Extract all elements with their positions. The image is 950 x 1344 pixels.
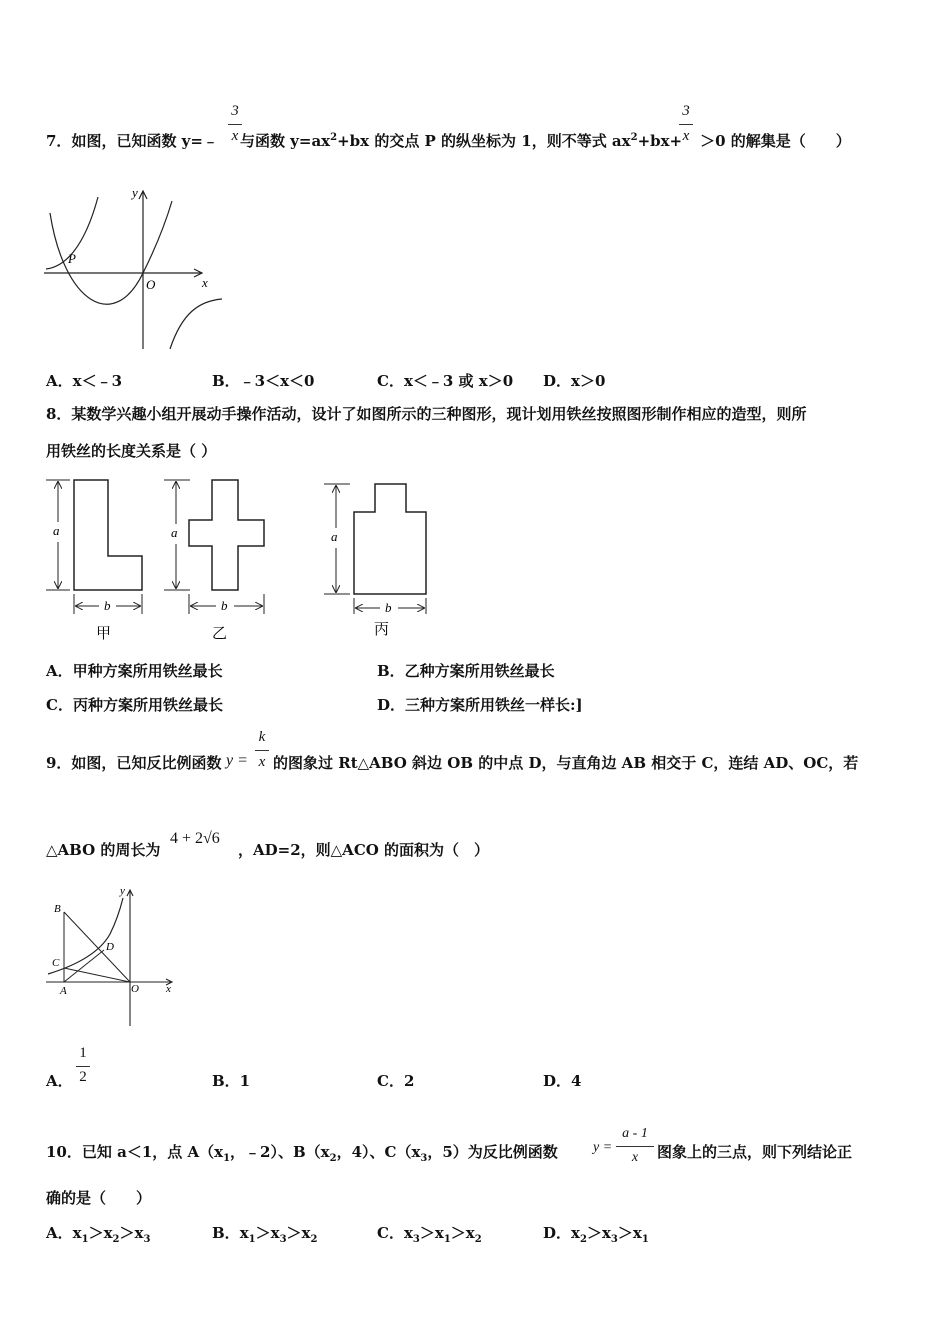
- q9-label-a: A: [60, 985, 67, 997]
- q9-label-o: O: [131, 983, 139, 995]
- q10-c-o1: ＞x: [419, 1224, 444, 1242]
- q9-option-d[interactable]: D．4: [543, 1072, 582, 1090]
- q10-option-d[interactable]: [543, 1222, 649, 1245]
- q7-option-a[interactable]: A．x＜﹣3: [46, 372, 123, 390]
- q10-func-num: a - 1: [622, 1126, 648, 1141]
- q7-text-4: +bx+: [637, 132, 683, 150]
- q10-d-s1: 2: [579, 1234, 587, 1245]
- q8-caption-yi: 乙: [212, 626, 228, 642]
- q7-fig-y: y: [132, 185, 138, 200]
- q9-stem-1: 9．如图，已知反比例函数: [46, 754, 222, 772]
- q7-option-b[interactable]: B．﹣3＜x＜0: [212, 372, 315, 390]
- q8-yi-a: a: [171, 525, 178, 540]
- q10-b-s2: 3: [279, 1234, 287, 1245]
- q9-option-a-bar: [76, 1066, 90, 1067]
- q10-func-den: x: [631, 1150, 639, 1165]
- q7-option-d[interactable]: D．x＞0: [543, 372, 606, 390]
- q8-option-b[interactable]: B．乙种方案所用铁丝最长: [377, 662, 555, 680]
- q9-option-a-den: 2: [79, 1069, 87, 1085]
- q10-c-s2: 1: [443, 1234, 451, 1245]
- q7-stem: [46, 128, 851, 151]
- q7-fig-o: O: [146, 277, 156, 292]
- q7-text-2: 与函数 y=ax: [239, 132, 331, 150]
- q9-label-y: y: [120, 885, 125, 897]
- q7-number: 7．: [46, 132, 72, 150]
- q10-text-3: ，4）、C（x: [336, 1143, 421, 1161]
- q8-yi-b: b: [221, 598, 228, 613]
- q10-b-o2: ＞x: [286, 1224, 311, 1242]
- q10-d-s2: 3: [610, 1234, 618, 1245]
- q9-func-bar: [255, 750, 269, 751]
- q10-a-s2: 2: [112, 1234, 120, 1245]
- q10-d-label: D．: [543, 1224, 572, 1242]
- q8-option-c[interactable]: C．丙种方案所用铁丝最长: [46, 696, 223, 714]
- q9-func-den: x: [258, 754, 266, 770]
- q10-a-s1: 1: [81, 1234, 89, 1245]
- q9-label-b: B: [54, 903, 61, 915]
- q10-a-o1: ＞x: [88, 1224, 113, 1242]
- q9-option-a-num: 1: [79, 1045, 87, 1061]
- q9-stem-4: ，AD=2，则△ACO 的面积为（ ）: [238, 841, 490, 859]
- q7-frac2-num: 3: [682, 103, 690, 119]
- q9-label-d: D: [106, 941, 114, 953]
- q10-c-t1: x: [403, 1224, 413, 1242]
- q7-fig-p: P: [68, 251, 76, 266]
- q10-func-lhs: y =: [593, 1140, 613, 1155]
- q8-bing-a: a: [331, 529, 338, 544]
- q10-option-b[interactable]: [212, 1222, 317, 1245]
- q9-func-num: k: [258, 729, 266, 745]
- q8-jia-a: a: [53, 523, 60, 538]
- q10-option-c[interactable]: [377, 1222, 482, 1245]
- q7-frac2-den: x: [682, 128, 690, 144]
- q8-shape-jia: [74, 480, 142, 590]
- q7-frac1-num: 3: [231, 103, 239, 119]
- q10-stem-3: 确的是（ ）: [46, 1189, 152, 1207]
- q10-c-s1: 3: [412, 1234, 420, 1245]
- q8-caption-bing: 丙: [374, 622, 390, 638]
- q10-text-4: ，5）为反比例函数: [427, 1143, 558, 1161]
- q10-sub-2: 2: [329, 1153, 337, 1164]
- q10-d-o2: ＞x: [617, 1224, 642, 1242]
- q7-text-1: 如图，已知函数 y=﹣: [71, 132, 218, 150]
- q7-frac1-bar: [228, 124, 242, 125]
- q10-b-s3: 2: [310, 1234, 318, 1245]
- q7-figure: [44, 183, 224, 353]
- q8-jia-b: b: [104, 598, 111, 613]
- q7-fig-x: x: [202, 275, 208, 290]
- q10-d-t1: x: [571, 1224, 580, 1242]
- q8-shape-yi: [189, 480, 264, 590]
- q10-option-a[interactable]: [46, 1222, 150, 1245]
- q9-perimeter: 4 + 2√6: [170, 830, 220, 847]
- q10-a-label: A．: [46, 1224, 73, 1242]
- q10-d-o1: ＞x: [586, 1224, 611, 1242]
- q10-d-s3: 1: [641, 1234, 649, 1245]
- q7-frac1-den: x: [231, 128, 239, 144]
- q8-bing-b: b: [385, 600, 392, 615]
- q7-hyperbola-right: [170, 299, 222, 349]
- q7-frac2-bar: [679, 124, 693, 125]
- q10-c-label: C．: [377, 1224, 404, 1242]
- q8-stem-line2: 用铁丝的长度关系是（ ）: [46, 442, 217, 460]
- q8-stem-line1: 8．某数学兴趣小组开展动手操作活动，设计了如图所示的三种图形，现计划用铁丝按照图形制作相应的造型，则所: [46, 405, 807, 423]
- q8-option-d[interactable]: D．三种方案所用铁丝一样长:]: [377, 696, 583, 714]
- q7-text-5: ＞0 的解集是（ ）: [700, 132, 851, 150]
- q8-option-a[interactable]: A．甲种方案所用铁丝最长: [46, 662, 223, 680]
- q10-stem-1: [46, 1142, 558, 1169]
- q10-b-t1: x: [239, 1224, 249, 1242]
- q10-b-s1: 1: [248, 1234, 256, 1245]
- q9-stem-3: △ABO 的周长为: [46, 841, 161, 859]
- q10-sub-1: 1: [223, 1153, 231, 1164]
- q9-func-lhs: y =: [226, 752, 248, 769]
- q7-text-3: +bx 的交点 P 的纵坐标为 1，则不等式 ax: [337, 132, 631, 150]
- q9-option-b[interactable]: B．1: [212, 1072, 251, 1090]
- q8-caption-jia: 甲: [96, 626, 112, 642]
- q7-sup-1: 2: [330, 132, 338, 143]
- q10-c-s3: 2: [474, 1234, 482, 1245]
- q10-b-label: B．: [212, 1224, 240, 1242]
- q8-shape-bing: [354, 484, 426, 594]
- q9-label-x: x: [166, 983, 171, 995]
- q9-stem-2: 的图象过 Rt△ABO 斜边 OB 的中点 D，与直角边 AB 相交于 C，连结 AD、OC，若: [273, 754, 859, 772]
- q7-option-c[interactable]: C．x＜﹣3 或 x＞0: [377, 372, 514, 390]
- q10-text-1: 10．已知 a＜1，点 A（x: [46, 1143, 224, 1161]
- q10-stem-2: 图象上的三点，则下列结论正: [657, 1143, 853, 1161]
- q9-option-a-label[interactable]: A．: [46, 1072, 73, 1090]
- q10-func-bar: [616, 1146, 654, 1147]
- q9-label-c: C: [52, 957, 60, 969]
- q10-text-2: ，﹣2）、B（x: [230, 1143, 330, 1161]
- q10-sub-3: 3: [420, 1153, 428, 1164]
- q10-b-o1: ＞x: [255, 1224, 280, 1242]
- q10-c-o2: ＞x: [450, 1224, 475, 1242]
- q8-figure: [44, 472, 444, 642]
- q7-sup-2: 2: [630, 132, 638, 143]
- q10-a-s3: 3: [143, 1234, 151, 1245]
- q10-a-o2: ＞x: [119, 1224, 144, 1242]
- q9-figure: [44, 884, 184, 1029]
- q10-a-t1: x: [72, 1224, 82, 1242]
- q9-option-c[interactable]: C．2: [377, 1072, 415, 1090]
